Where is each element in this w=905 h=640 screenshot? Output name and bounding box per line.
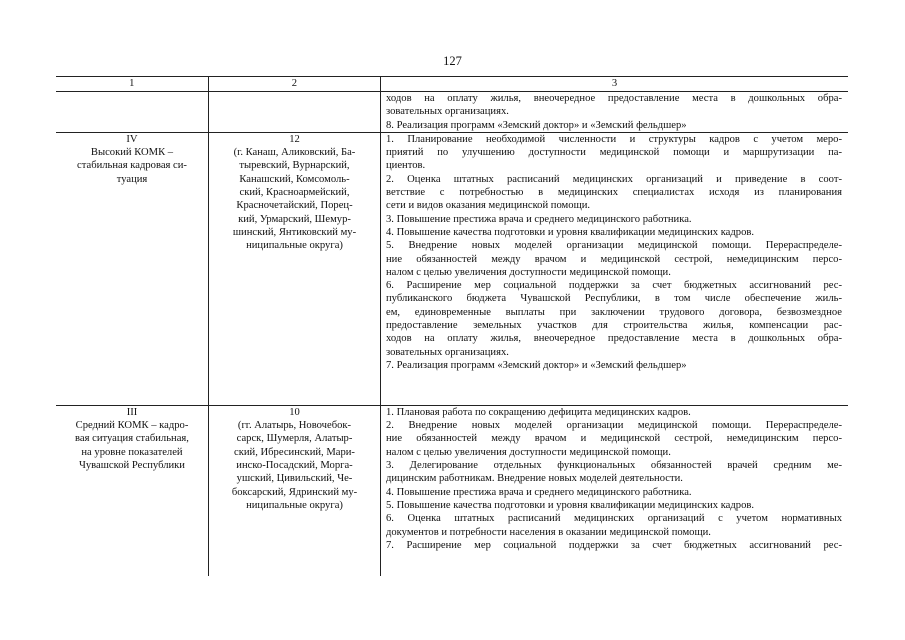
category-line: Высокий КОМК – bbox=[90, 147, 174, 159]
measure-line: 6. Расширение мер социальной поддержки за счет бюджетных ассигнований рес- bbox=[386, 280, 842, 292]
municipality-line: ниципальные округа) bbox=[246, 240, 343, 252]
measure-line: 3. Делегирование отдельных функциональных обязанностей врачей средним ме- bbox=[386, 460, 842, 472]
measure-line: публиканского бюджета Чувашской Республики, в том числе обеспечение жиль- bbox=[386, 293, 842, 305]
category-line: туация bbox=[116, 173, 148, 185]
measure-line: 5. Внедрение новых моделей организации медицинской помощи. Перераспределе- bbox=[386, 240, 842, 252]
municipality-line: инско-Посадский, Морга- bbox=[236, 460, 353, 472]
category-line: вая ситуация стабильная, bbox=[75, 433, 189, 445]
table-row-iii bbox=[56, 406, 848, 576]
cell-measures bbox=[380, 133, 848, 405]
header-col-3: 3 bbox=[380, 77, 848, 91]
municipality-line: шинский, Янтиковский му- bbox=[232, 226, 357, 238]
measure-line: документов и потребности населения в оказании медицинской помощи. bbox=[386, 526, 711, 538]
municipality-line: (гг. Алатырь, Новочебок- bbox=[237, 420, 352, 432]
municipality-line: ский, Красноармейский, bbox=[239, 187, 350, 199]
cell-category bbox=[56, 406, 208, 576]
cell-measures bbox=[380, 92, 848, 132]
category-line: IV bbox=[126, 133, 138, 145]
table-row-iv bbox=[56, 133, 848, 406]
measure-line: налом с целью увеличения доступности медицинской помощи. bbox=[386, 266, 671, 278]
measure-line: 1. Планирование необходимой численности и структуры кадров с учетом меро- bbox=[386, 133, 842, 145]
measure-line: дицинским работникам. Внедрение новых моделей деятельности. bbox=[386, 473, 683, 485]
municipality-line: сарск, Шумерля, Алатыр- bbox=[236, 433, 353, 445]
cell-measures bbox=[380, 406, 848, 576]
measure-line: 3. Повышение престижа врача и среднего медицинского работника. bbox=[386, 213, 692, 225]
measure-line: сети и видов оказания медицинской помощи. bbox=[386, 200, 591, 212]
measure-line: 6. Оценка штатных расписаний медицинских организаций с учетом нормативных bbox=[386, 513, 842, 525]
measure-line: 2. Внедрение новых моделей организации медицинской помощи. Перераспределе- bbox=[386, 420, 842, 432]
cell-municipalities bbox=[208, 133, 380, 405]
measure-line: зовательных организациях. bbox=[386, 346, 509, 358]
municipality-line: Красночетайский, Порец- bbox=[236, 200, 353, 212]
municipality-line: боксарский, Ядринский му- bbox=[231, 486, 358, 498]
measure-line: 5. Повышение качества подготовки и уровня квалификации медицинских кадров. bbox=[386, 499, 755, 511]
category-line: Чувашской Республики bbox=[79, 460, 185, 472]
measure-line: предоставление земельных участков для строительства жилья, компенсации рас- bbox=[386, 320, 842, 332]
municipality-line: 12 bbox=[289, 133, 300, 145]
measure-line: 8. Реализация программ «Земский доктор» и «Земский фельдшер» bbox=[386, 119, 687, 131]
category-line: стабильная кадровая си- bbox=[77, 160, 187, 172]
category-line: на уровне показателей bbox=[81, 446, 183, 458]
measure-line: 7. Расширение мер социальной поддержки за счет бюджетных ассигнований рес- bbox=[386, 539, 842, 551]
table-row-continued bbox=[56, 92, 848, 133]
municipality-line: тыревский, Вурнарский, bbox=[239, 160, 350, 172]
cell-empty bbox=[208, 92, 380, 132]
measure-line: зовательных организациях. bbox=[386, 106, 509, 118]
municipality-line: Канашский, Комсомоль- bbox=[239, 173, 350, 185]
measure-line: 4. Повышение престижа врача и среднего медицинского работника. bbox=[386, 486, 692, 498]
cell-category bbox=[56, 133, 208, 405]
header-col-1: 1 bbox=[129, 78, 135, 89]
measure-line: ходов на оплату жилья, внеочередное предоставление места в дошкольных обра- bbox=[386, 93, 842, 104]
cell-empty bbox=[56, 92, 208, 132]
measure-line: ние обязанностей между врачом и медицинской сестрой, немедицинским персо- bbox=[386, 433, 842, 445]
municipality-line: кий, Урмарский, Шемур- bbox=[238, 213, 351, 225]
page-number: 127 bbox=[443, 54, 462, 68]
municipality-line: ушский, Цивильский, Че- bbox=[236, 473, 353, 485]
measure-line: 4. Повышение качества подготовки и уровня квалификации медицинских кадров. bbox=[386, 226, 755, 238]
measure-line: ветствие с потребностью в медицинских специалистах исходя из планирования bbox=[386, 187, 842, 199]
header-col-2: 2 bbox=[208, 77, 381, 91]
cell-municipalities bbox=[208, 406, 380, 576]
table-header bbox=[56, 76, 848, 92]
measure-line: 1. Плановая работа по сокращению дефицита медицинских кадров. bbox=[386, 406, 691, 418]
municipality-line: ский, Ибресинский, Мари- bbox=[234, 446, 355, 458]
measure-line: ние обязанностей между врачом и медицинской сестрой, немедицинским персо- bbox=[386, 253, 842, 265]
category-line: Средний КОМК – кадро- bbox=[75, 420, 189, 432]
municipality-line: (г. Канаш, Аликовский, Ба- bbox=[233, 147, 356, 159]
measure-line: налом с целью увеличения доступности медицинской помощи. bbox=[386, 446, 671, 458]
municipality-line: 10 bbox=[289, 406, 300, 418]
measure-line: приятий по улучшению доступности медицинской помощи и маршрутизации па- bbox=[386, 147, 842, 159]
measure-line: 7. Реализация программ «Земский доктор» и «Земский фельдшер» bbox=[386, 359, 687, 371]
measures-table bbox=[56, 76, 848, 576]
measure-line: 2. Оценка штатных расписаний медицинских организаций и приведение в соот- bbox=[386, 173, 842, 185]
municipality-line: ниципальные округа) bbox=[246, 499, 343, 511]
measure-line: циентов. bbox=[386, 160, 426, 172]
category-line: III bbox=[126, 406, 138, 418]
measure-line: ем, единовременные выплаты при заключении трудового договора, безвозмездное bbox=[386, 306, 842, 318]
measure-line: ходов на оплату жилья, внеочередное предоставление места в дошкольных обра- bbox=[386, 333, 842, 345]
